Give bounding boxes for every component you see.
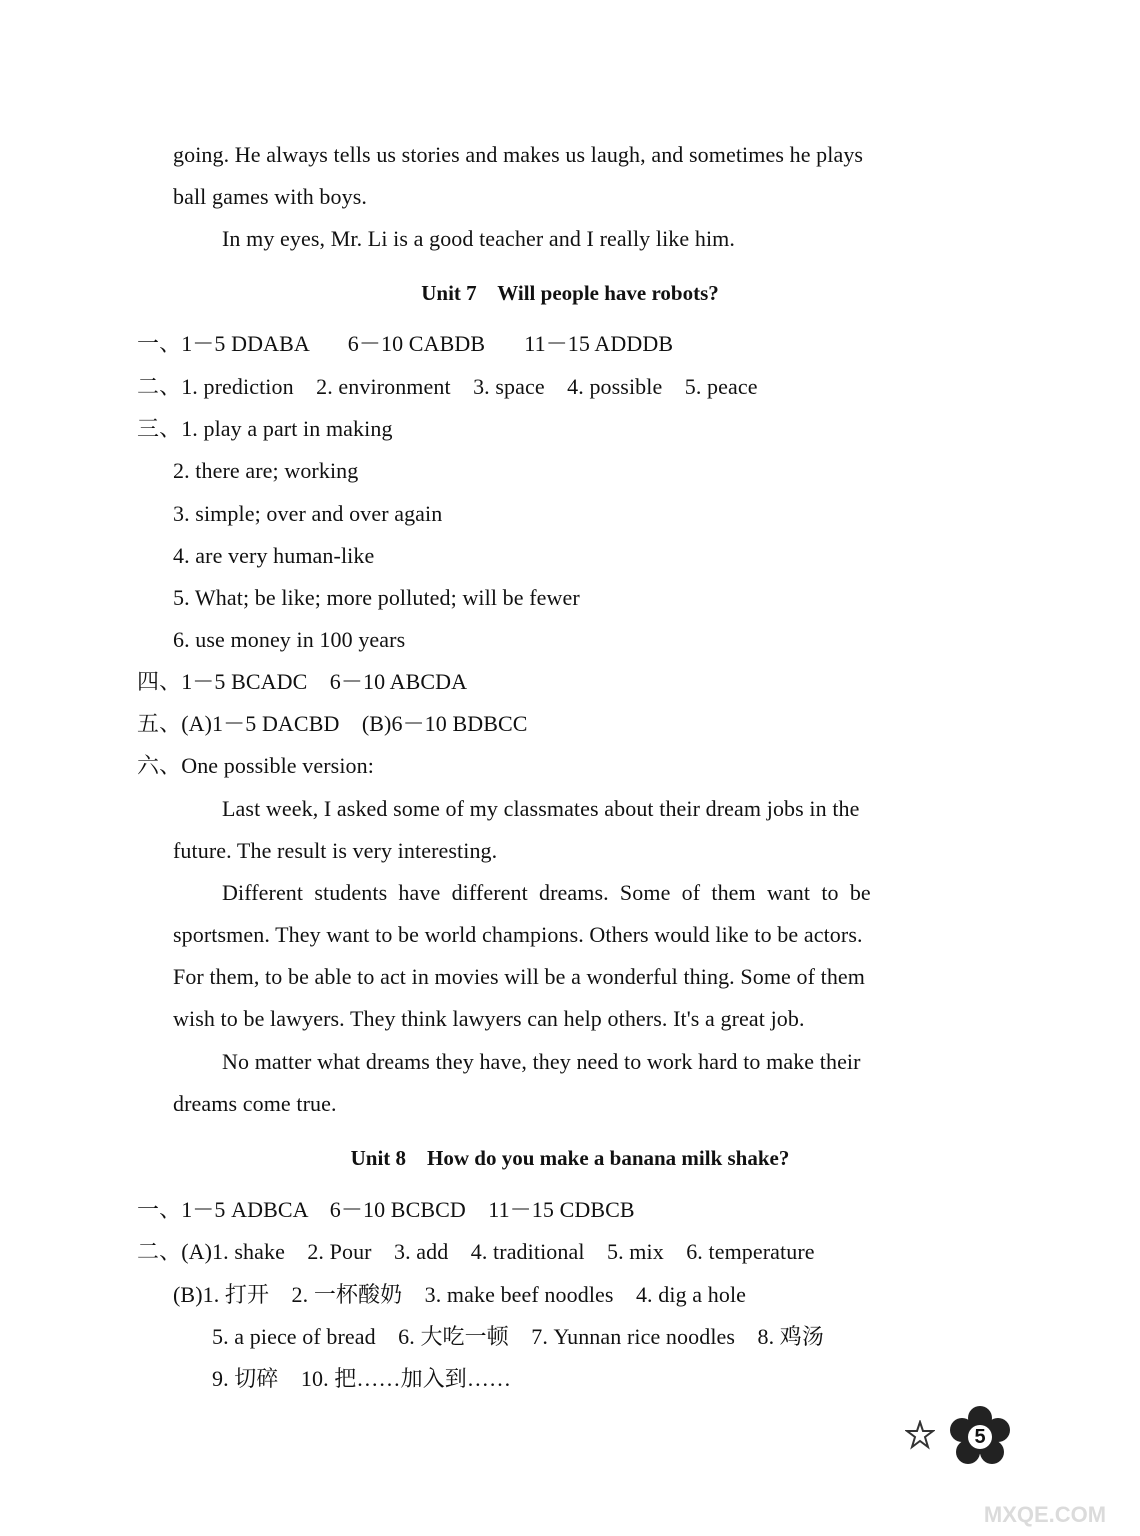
answer-line: (B)1. 打开 2. 一杯酸奶 3. make beef noodles 4. dig a hole bbox=[173, 1282, 747, 1307]
essay-line: No matter what dreams they have, they need to work hard to make their bbox=[222, 1049, 861, 1074]
answer-line: 一、1－5 DDABA 6－10 CABDB 11－15 ADDDB bbox=[137, 331, 674, 356]
essay-line: Different students have different dreams. Some of them want to be bbox=[222, 880, 871, 905]
answer-line: 二、(A)1. shake 2. Pour 3. add 4. traditional 5. mix 6. temperature bbox=[137, 1239, 815, 1264]
essay-line: For them, to be able to act in movies will be a wonderful thing. Some of them bbox=[173, 964, 866, 989]
star-icon bbox=[905, 1420, 935, 1450]
answer-line: 二、1. prediction 2. environment 3. space 4. possible 5. peace bbox=[137, 374, 758, 399]
answer-line: 2. there are; working bbox=[173, 458, 359, 483]
answer-line: 一、1－5 ADBCA 6－10 BCBCD 11－15 CDBCB bbox=[137, 1197, 635, 1222]
answer-line: 6. use money in 100 years bbox=[173, 627, 406, 652]
essay-line: future. The result is very interesting. bbox=[173, 838, 498, 863]
watermark bbox=[955, 1470, 1135, 1530]
watermark-text: MXQE.COM bbox=[983, 1502, 1107, 1527]
essay-line: sportsmen. They want to be world champions. Others would like to be actors. bbox=[173, 922, 863, 947]
unit7-heading: Unit 7 Will people have robots? bbox=[421, 281, 719, 305]
answer-line: 六、One possible version: bbox=[137, 753, 374, 778]
answer-line: 3. simple; over and over again bbox=[173, 501, 443, 526]
answer-line: 5. What; be like; more polluted; will be fewer bbox=[173, 585, 580, 610]
essay-line: dreams come true. bbox=[173, 1091, 337, 1116]
text-line: In my eyes, Mr. Li is a good teacher and I really like him. bbox=[222, 226, 735, 251]
answer-line: 9. 切碎 10. 把……加入到…… bbox=[212, 1366, 512, 1391]
essay-line: wish to be lawyers. They think lawyers can help others. It's a great job. bbox=[173, 1006, 805, 1031]
answer-line: 5. a piece of bread 6. 大吃一顿 7. Yunnan rice noodles 8. 鸡汤 bbox=[212, 1324, 824, 1349]
answer-line: 四、1－5 BCADC 6－10 ABCDA bbox=[137, 669, 468, 694]
essay-line: Last week, I asked some of my classmates about their dream jobs in the bbox=[222, 796, 860, 821]
answer-line: 4. are very human-like bbox=[173, 543, 375, 568]
unit8-heading: Unit 8 How do you make a banana milk shake? bbox=[350, 1146, 790, 1170]
page-number-badge bbox=[940, 1400, 1020, 1480]
text-line: ball games with boys. bbox=[173, 184, 367, 209]
page-number: 5 bbox=[974, 1426, 986, 1448]
text-line: going. He always tells us stories and makes us laugh, and sometimes he plays bbox=[173, 142, 864, 167]
answer-line: 五、(A)1－5 DACBD (B)6－10 BDBCC bbox=[137, 711, 528, 736]
answer-line: 三、1. play a part in making bbox=[137, 416, 393, 441]
